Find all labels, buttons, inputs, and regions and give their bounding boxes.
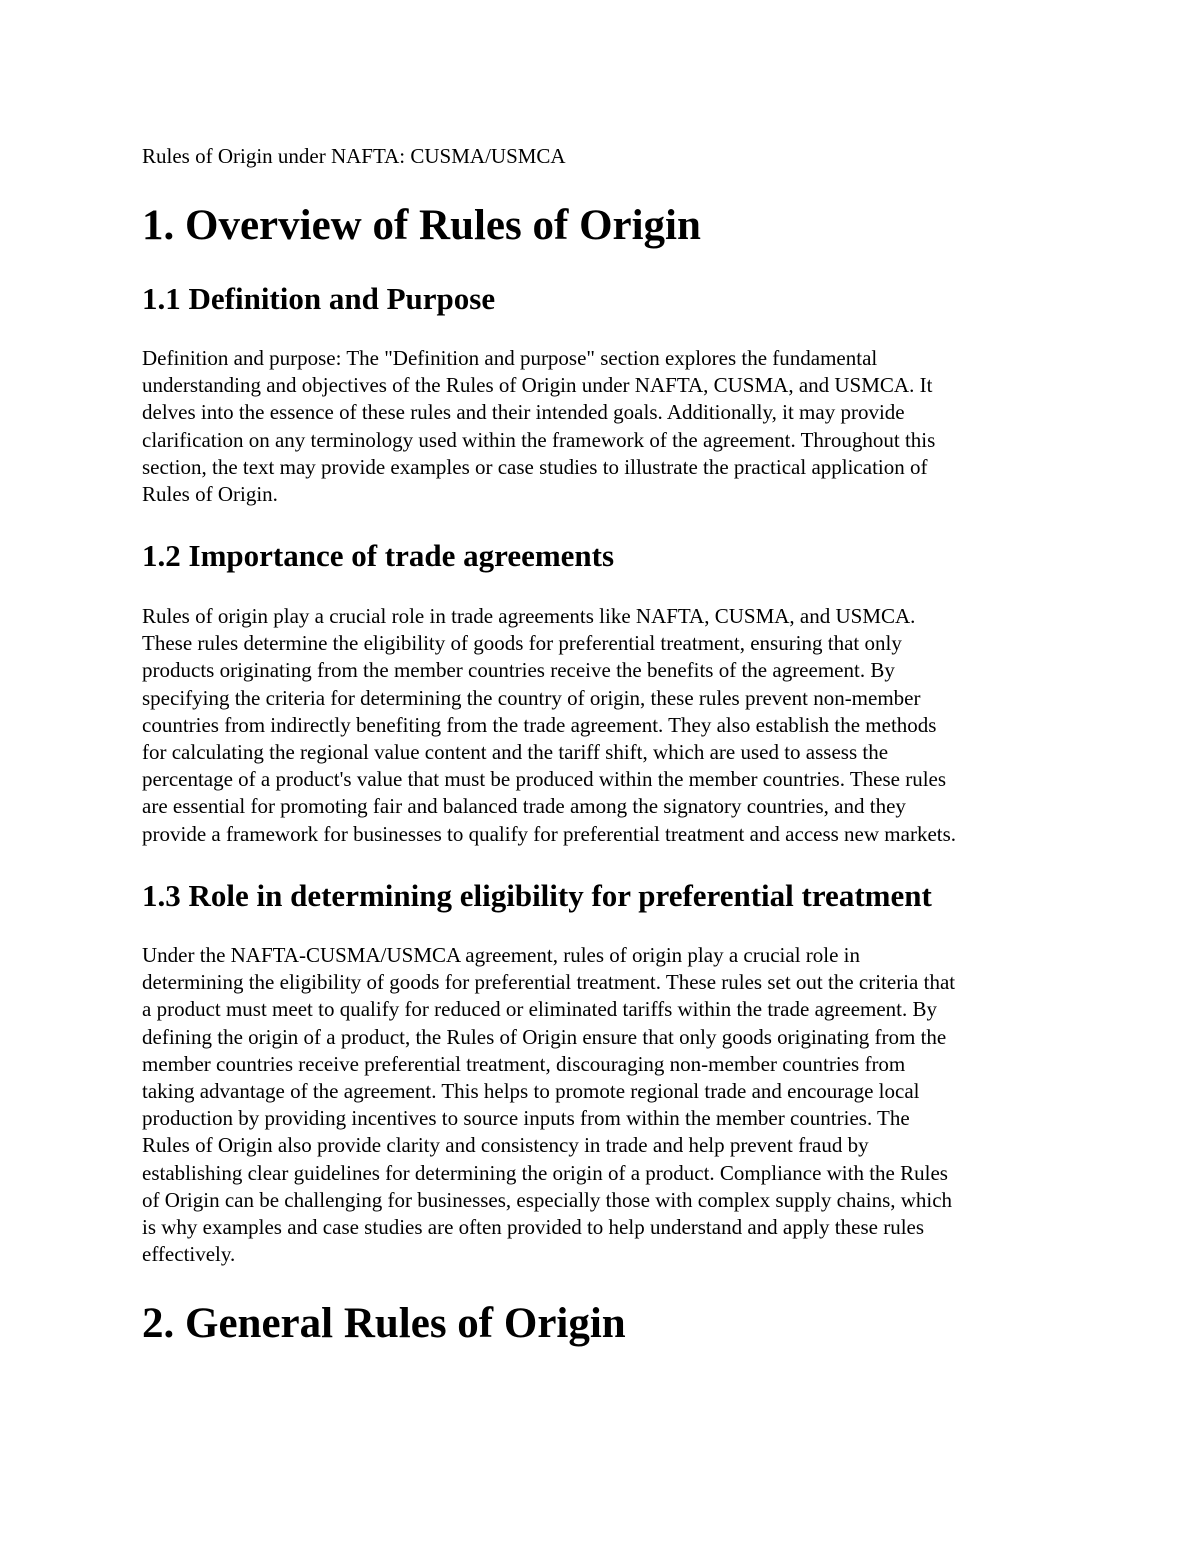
paragraph-line: of Origin can be challenging for businesses, especially those with complex supply chains, which bbox=[142, 1187, 953, 1212]
paragraph-line: countries from indirectly benefiting from the trade agreement. They also establish the methods bbox=[142, 712, 937, 737]
paragraph-line: determining the eligibility of goods for preferential treatment. These rules set out the criteria that bbox=[142, 970, 956, 995]
paragraph-line: percentage of a product's value that must be produced within the member countries. These rules bbox=[142, 767, 947, 792]
section-1-heading: 1. Overview of Rules of Origin bbox=[142, 202, 701, 249]
paragraph-line: establishing clear guidelines for determining the origin of a product. Compliance with the Rules bbox=[142, 1160, 948, 1185]
document-title: Rules of Origin under NAFTA: CUSMA/USMCA bbox=[142, 144, 566, 168]
paragraph-line: clarification on any terminology used within the framework of the agreement. Throughout this bbox=[142, 427, 936, 452]
paragraph-line: a product must meet to qualify for reduced or eliminated tariffs within the trade agreement. By bbox=[142, 997, 938, 1022]
subsection-1-3-heading: 1.3 Role in determining eligibility for preferential treatment bbox=[142, 878, 932, 913]
subsection-1-1-paragraph bbox=[142, 345, 935, 508]
paragraph-line: understanding and objectives of the Rules of Origin under NAFTA, CUSMA, and USMCA. It bbox=[142, 373, 933, 398]
subsection-1-2-paragraph bbox=[142, 603, 956, 848]
paragraph-line: products originating from the member countries receive the benefits of the agreement. By bbox=[142, 658, 895, 683]
paragraph-line: are essential for promoting fair and balanced trade among the signatory countries, and they bbox=[142, 794, 906, 819]
paragraph-line: These rules determine the eligibility of goods for preferential treatment, ensuring that only bbox=[142, 631, 902, 656]
paragraph-line: Rules of Origin. bbox=[142, 482, 278, 507]
subsection-1-3-paragraph bbox=[142, 942, 955, 1268]
paragraph-line: Rules of origin play a crucial role in trade agreements like NAFTA, CUSMA, and USMCA. bbox=[142, 604, 916, 628]
paragraph-line: effectively. bbox=[142, 1242, 236, 1267]
paragraph-line: provide a framework for businesses to qualify for preferential treatment and access new markets. bbox=[142, 821, 957, 846]
paragraph-line: Under the NAFTA-CUSMA/USMCA agreement, rules of origin play a crucial role in bbox=[142, 943, 861, 967]
paragraph-line: defining the origin of a product, the Rules of Origin ensure that only goods originating from the bbox=[142, 1024, 947, 1049]
paragraph-line: member countries receive preferential treatment, discouraging non-member countries from bbox=[142, 1051, 906, 1076]
paragraph-line: is why examples and case studies are often provided to help understand and apply these rules bbox=[142, 1215, 925, 1240]
paragraph-line: production by providing incentives to source inputs from within the member countries. The bbox=[142, 1106, 910, 1131]
paragraph-line: Definition and purpose: The "Definition and purpose" section explores the fundamental bbox=[142, 346, 878, 370]
subsection-1-2-heading: 1.2 Importance of trade agreements bbox=[142, 538, 615, 573]
paragraph-line: taking advantage of the agreement. This helps to promote regional trade and encourage local bbox=[142, 1079, 920, 1104]
paragraph-line: Rules of Origin also provide clarity and consistency in trade and help prevent fraud by bbox=[142, 1133, 869, 1158]
section-2-heading: 2. General Rules of Origin bbox=[142, 1300, 626, 1347]
paragraph-line: for calculating the regional value content and the tariff shift, which are used to assess the bbox=[142, 740, 889, 765]
paragraph-line: delves into the essence of these rules and their intended goals. Additionally, it may provide bbox=[142, 400, 905, 425]
subsection-1-1-heading: 1.1 Definition and Purpose bbox=[142, 281, 496, 316]
paragraph-line: section, the text may provide examples or case studies to illustrate the practical application of bbox=[142, 454, 928, 479]
paragraph-line: specifying the criteria for determining the country of origin, these rules prevent non-member bbox=[142, 685, 921, 710]
